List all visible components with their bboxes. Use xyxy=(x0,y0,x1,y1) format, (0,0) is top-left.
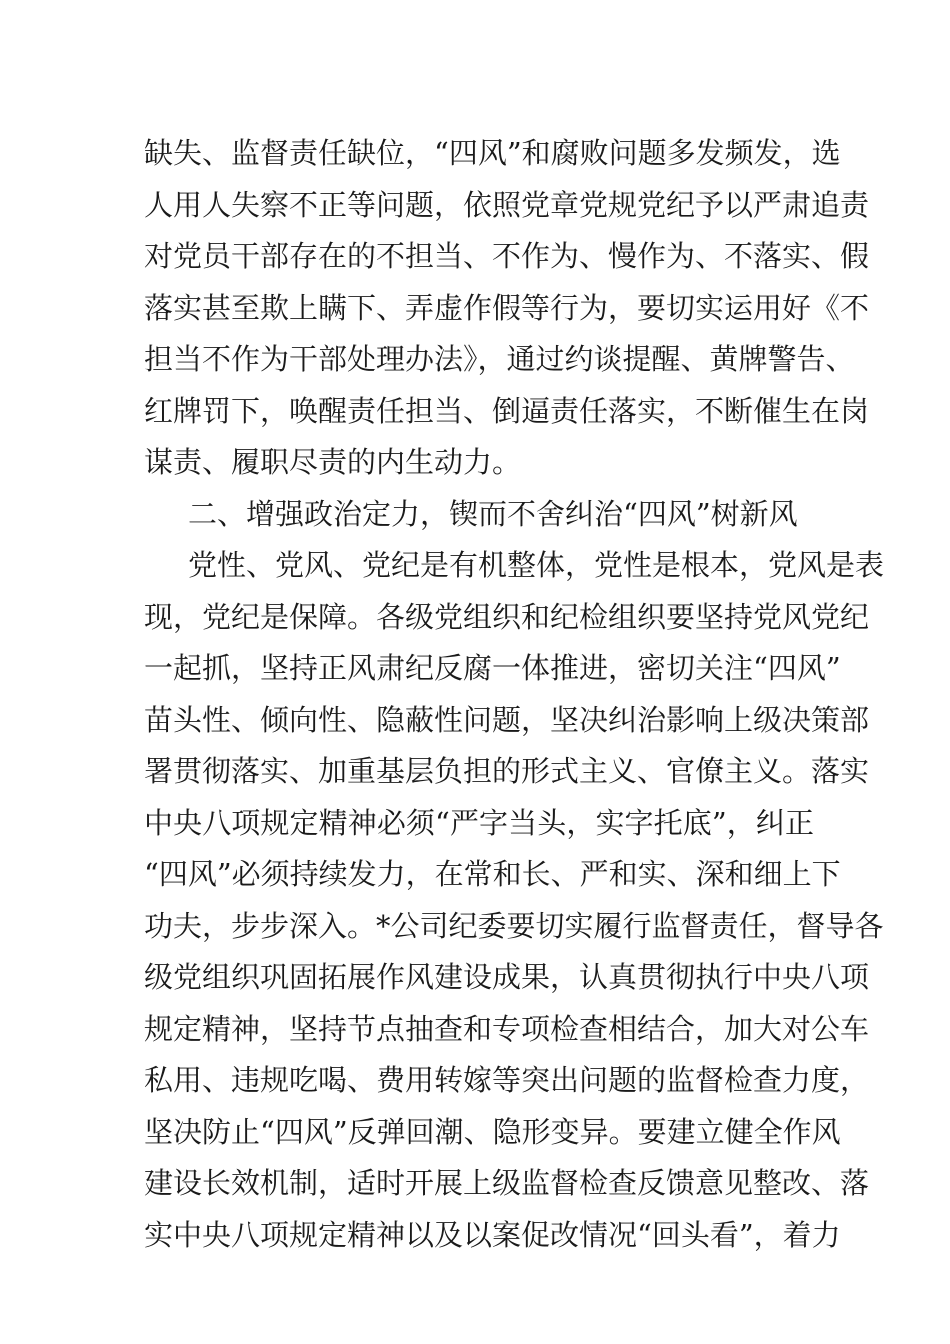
text-line: 担当不作为干部处理办法》，通过约谈提醒、黄牌警告、 xyxy=(144,342,855,376)
body-text xyxy=(144,128,885,1261)
text-line: 现，党纪是保障。各级党组织和纪检组织要坚持党风党纪 xyxy=(144,599,870,634)
text-line: 中央八项规定精神必须“严字当头，实字托底”，纠正 xyxy=(144,805,814,840)
section-heading: 二、增强政治定力，锲而不舍纠治“四风”树新风 xyxy=(188,496,798,531)
text-line: 建设长效机制，适时开展上级监督检查反馈意见整改、落 xyxy=(144,1166,870,1200)
text-line: 红牌罚下，唤醒责任担当、倒逼责任落实，不断催生在岗 xyxy=(144,393,870,428)
text-line: 级党组织巩固拓展作风建设成果，认真贯彻执行中央八项 xyxy=(144,960,870,994)
text-line: “四风”必须持续发力，在常和长、严和实、深和细上下 xyxy=(144,857,841,891)
text-line: 苗头性、倾向性、隐蔽性问题，坚决纠治影响上级决策部 xyxy=(144,702,870,737)
text-line: 规定精神，坚持节点抽查和专项检查相结合，加大对公车 xyxy=(144,1011,870,1046)
text-line: 功夫，步步深入。*公司纪委要切实履行监督责任，督导各 xyxy=(144,908,884,943)
text-line: 实中央八项规定精神以及以案促改情况“回头看”，着力 xyxy=(144,1217,841,1252)
text-line: 私用、违规吃喝、费用转嫁等突出问题的监督检查力度， xyxy=(144,1063,870,1097)
paragraph-end-line: 谋责、履职尽责的内生动力。 xyxy=(144,445,522,479)
text-line: 人用人失察不正等问题，依照党章党规党纪予以严肃追责 xyxy=(144,187,870,222)
text-line: 对党员干部存在的不担当、不作为、慢作为、不落实、假 xyxy=(144,239,870,273)
text-line: 一起抓，坚持正风肃纪反腐一体推进，密切关注“四风” xyxy=(144,651,841,685)
text-line: 缺失、监督责任缺位，“四风”和腐败问题多发频发，选 xyxy=(144,136,841,170)
text-line: 落实甚至欺上瞒下、弄虚作假等行为，要切实运用好《不 xyxy=(144,290,870,325)
text-line: 坚决防止“四风”反弹回潮、隐形变异。要建立健全作风 xyxy=(144,1114,841,1149)
text-line: 署贯彻落实、加重基层负担的形式主义、官僚主义。落实 xyxy=(144,754,870,788)
paragraph-first-line: 党性、党风、党纪是有机整体，党性是根本，党风是表 xyxy=(188,548,885,582)
